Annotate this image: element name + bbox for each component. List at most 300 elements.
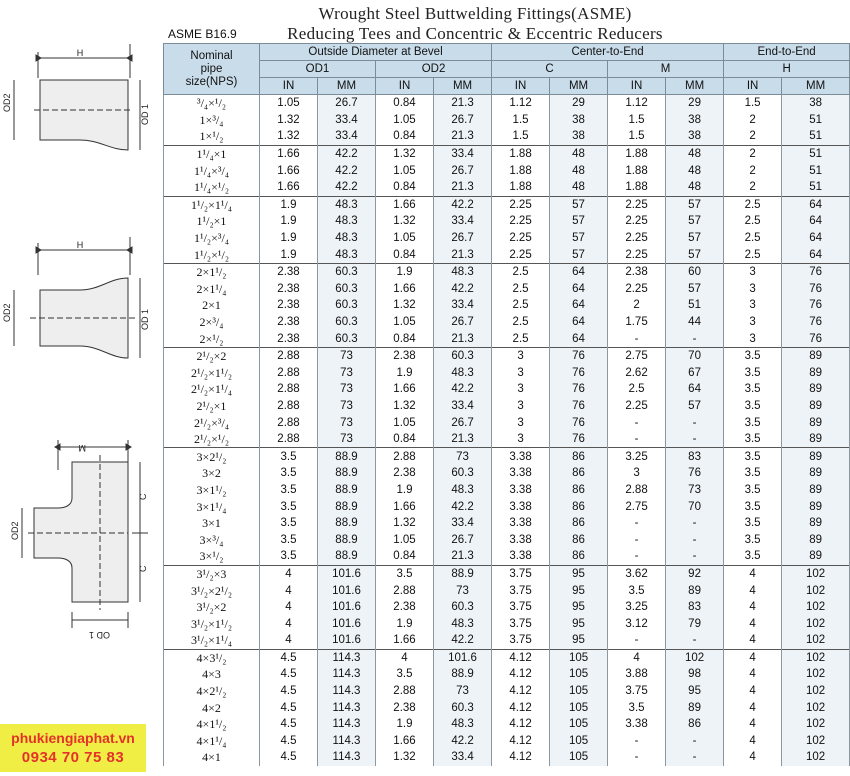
- cell-m-in: 1.88: [608, 162, 666, 179]
- cell-od2-mm: 21.3: [434, 431, 492, 448]
- table-row: [164, 330, 850, 347]
- cell-od1-mm: 48.3: [318, 196, 376, 213]
- cell-m-mm: -: [666, 515, 724, 532]
- cell-h-in: 3.5: [724, 414, 782, 431]
- cell-od1-mm: 101.6: [318, 599, 376, 616]
- cell-h-in: 3.5: [724, 548, 782, 565]
- cell-m-mm: 48: [666, 145, 724, 162]
- cell-od2-in: 1.32: [376, 398, 434, 415]
- cell-od2-mm: 88.9: [434, 565, 492, 582]
- cell-h-in: 3: [724, 263, 782, 280]
- cell-c-mm: 86: [550, 531, 608, 548]
- table-row: [164, 716, 850, 733]
- cell-m-mm: 86: [666, 716, 724, 733]
- cell-od2-in: 1.66: [376, 281, 434, 298]
- cell-nps: 3×2¹/₂: [164, 448, 260, 465]
- cell-nps: 4×1: [164, 749, 260, 766]
- cell-m-in: -: [608, 733, 666, 750]
- cell-nps: 1×¹/₂: [164, 128, 260, 145]
- cell-od2-mm: 33.4: [434, 145, 492, 162]
- cell-c-mm: 86: [550, 548, 608, 565]
- cell-od2-mm: 73: [434, 448, 492, 465]
- cell-c-in: 4.12: [492, 749, 550, 766]
- cell-od1-mm: 48.3: [318, 230, 376, 247]
- label-c-top: C: [138, 493, 148, 500]
- cell-od2-in: 1.05: [376, 112, 434, 129]
- cell-c-in: 3.38: [492, 498, 550, 515]
- cell-od1-in: 1.32: [260, 128, 318, 145]
- cell-od2-in: 1.9: [376, 716, 434, 733]
- cell-m-in: -: [608, 330, 666, 347]
- cell-od2-mm: 21.3: [434, 548, 492, 565]
- cell-od2-mm: 33.4: [434, 749, 492, 766]
- cell-m-mm: 98: [666, 666, 724, 683]
- cell-c-mm: 29: [550, 95, 608, 112]
- cell-m-mm: -: [666, 414, 724, 431]
- cell-od1-mm: 60.3: [318, 297, 376, 314]
- cell-h-in: 4: [724, 649, 782, 666]
- cell-od1-in: 4: [260, 632, 318, 649]
- cell-od1-in: 3.5: [260, 465, 318, 482]
- cell-nps: 3¹/₂×1¹/₂: [164, 615, 260, 632]
- cell-od1-in: 2.38: [260, 330, 318, 347]
- cell-od2-in: 1.05: [376, 162, 434, 179]
- label-od1-3: OD 1: [88, 630, 110, 640]
- cell-od1-mm: 73: [318, 398, 376, 415]
- cell-m-mm: 57: [666, 213, 724, 230]
- cell-od1-in: 1.66: [260, 162, 318, 179]
- cell-c-mm: 76: [550, 431, 608, 448]
- cell-h-mm: 51: [782, 162, 850, 179]
- cell-od2-in: 1.9: [376, 263, 434, 280]
- cell-h-mm: 89: [782, 365, 850, 382]
- cell-m-in: -: [608, 431, 666, 448]
- cell-od1-in: 1.32: [260, 112, 318, 129]
- cell-h-in: 2: [724, 145, 782, 162]
- cell-m-mm: 95: [666, 683, 724, 700]
- cell-m-mm: 89: [666, 582, 724, 599]
- cell-m-mm: -: [666, 733, 724, 750]
- cell-m-mm: 57: [666, 196, 724, 213]
- cell-c-mm: 86: [550, 515, 608, 532]
- cell-c-mm: 38: [550, 112, 608, 129]
- cell-m-mm: -: [666, 749, 724, 766]
- cell-h-mm: 102: [782, 632, 850, 649]
- cell-c-mm: 64: [550, 330, 608, 347]
- table-row: [164, 179, 850, 196]
- cell-od1-mm: 101.6: [318, 632, 376, 649]
- cell-od2-in: 2.88: [376, 448, 434, 465]
- cell-h-mm: 89: [782, 381, 850, 398]
- table-row: [164, 599, 850, 616]
- cell-c-in: 1.5: [492, 128, 550, 145]
- cell-h-in: 2.5: [724, 196, 782, 213]
- cell-c-mm: 105: [550, 683, 608, 700]
- cell-c-in: 2.5: [492, 297, 550, 314]
- cell-od1-mm: 60.3: [318, 281, 376, 298]
- cell-nps: 2¹/₂×1: [164, 398, 260, 415]
- cell-od1-mm: 88.9: [318, 448, 376, 465]
- cell-od2-in: 1.66: [376, 733, 434, 750]
- cell-nps: 2×³/₄: [164, 314, 260, 331]
- table-row: [164, 482, 850, 499]
- cell-c-mm: 48: [550, 179, 608, 196]
- label-od1: OD 1: [140, 103, 150, 125]
- table-row: [164, 565, 850, 582]
- header-mm: MM: [782, 78, 850, 95]
- cell-h-in: 4: [724, 666, 782, 683]
- header-m: M: [608, 61, 724, 78]
- cell-od1-in: 4.5: [260, 683, 318, 700]
- cell-m-in: 2.88: [608, 482, 666, 499]
- table-header: [164, 44, 850, 95]
- cell-od1-in: 1.9: [260, 196, 318, 213]
- cell-m-in: -: [608, 515, 666, 532]
- cell-nps: 2×1¹/₄: [164, 281, 260, 298]
- table-row: [164, 365, 850, 382]
- cell-m-in: 2: [608, 297, 666, 314]
- cell-h-mm: 64: [782, 213, 850, 230]
- label-od2-3: OD2: [10, 521, 20, 540]
- cell-nps: 1¹/₂×1¹/₄: [164, 196, 260, 213]
- cell-od2-in: 1.9: [376, 365, 434, 382]
- header-od1: OD1: [260, 61, 376, 78]
- cell-nps: 3×¹/₂: [164, 548, 260, 565]
- cell-nps: 4×2¹/₂: [164, 683, 260, 700]
- cell-nps: 2¹/₂×1¹/₄: [164, 381, 260, 398]
- cell-h-mm: 89: [782, 398, 850, 415]
- cell-od2-mm: 21.3: [434, 128, 492, 145]
- cell-h-mm: 102: [782, 683, 850, 700]
- cell-od2-mm: 21.3: [434, 246, 492, 263]
- cell-m-in: 2.25: [608, 230, 666, 247]
- table-row: [164, 196, 850, 213]
- cell-h-in: 1.5: [724, 95, 782, 112]
- label-m: M: [78, 443, 86, 453]
- cell-m-in: 2.25: [608, 246, 666, 263]
- table-row: [164, 281, 850, 298]
- cell-c-in: 3.38: [492, 531, 550, 548]
- cell-m-in: -: [608, 531, 666, 548]
- cell-od1-in: 2.38: [260, 314, 318, 331]
- cell-h-in: 3.5: [724, 498, 782, 515]
- cell-c-mm: 76: [550, 347, 608, 364]
- cell-od1-in: 1.05: [260, 95, 318, 112]
- cell-nps: 2×1¹/₂: [164, 263, 260, 280]
- cell-od2-in: 4: [376, 649, 434, 666]
- cell-od1-mm: 48.3: [318, 213, 376, 230]
- table-row: [164, 733, 850, 750]
- table-row: [164, 128, 850, 145]
- cell-h-mm: 38: [782, 95, 850, 112]
- cell-c-in: 3.75: [492, 632, 550, 649]
- cell-od1-mm: 88.9: [318, 531, 376, 548]
- brand-banner: [0, 724, 146, 772]
- cell-od1-mm: 88.9: [318, 548, 376, 565]
- cell-od1-in: 4.5: [260, 733, 318, 750]
- cell-od1-in: 1.9: [260, 230, 318, 247]
- page-title: Wrought Steel Buttwelding Fittings(ASME): [318, 4, 632, 23]
- cell-nps: 4×3: [164, 666, 260, 683]
- cell-m-in: 4: [608, 649, 666, 666]
- cell-nps: 3×³/₄: [164, 531, 260, 548]
- cell-h-mm: 51: [782, 145, 850, 162]
- cell-od2-in: 1.05: [376, 314, 434, 331]
- cell-od1-in: 1.9: [260, 213, 318, 230]
- label-c-bottom: C: [138, 565, 148, 572]
- cell-od2-in: 0.84: [376, 431, 434, 448]
- cell-od1-in: 2.88: [260, 365, 318, 382]
- cell-m-in: 2.75: [608, 498, 666, 515]
- cell-od2-in: 3.5: [376, 565, 434, 582]
- cell-m-mm: -: [666, 531, 724, 548]
- table-row: [164, 548, 850, 565]
- cell-m-in: 3.75: [608, 683, 666, 700]
- cell-h-in: 4: [724, 615, 782, 632]
- cell-nps: 3¹/₂×2: [164, 599, 260, 616]
- cell-nps: 1¹/₄×1: [164, 145, 260, 162]
- cell-od2-in: 1.32: [376, 515, 434, 532]
- cell-od2-mm: 26.7: [434, 531, 492, 548]
- page-subtitle: Reducing Tees and Concentric & Eccentric Reducers: [287, 24, 663, 43]
- cell-od2-mm: 101.6: [434, 649, 492, 666]
- table-row: [164, 699, 850, 716]
- cell-od1-mm: 60.3: [318, 314, 376, 331]
- table-row: [164, 431, 850, 448]
- cell-od2-mm: 21.3: [434, 95, 492, 112]
- cell-od2-mm: 33.4: [434, 398, 492, 415]
- label-od2: OD2: [2, 93, 12, 112]
- table-row: [164, 246, 850, 263]
- cell-h-mm: 89: [782, 448, 850, 465]
- cell-c-in: 3: [492, 431, 550, 448]
- cell-c-mm: 57: [550, 213, 608, 230]
- cell-od1-in: 4.5: [260, 699, 318, 716]
- cell-m-mm: 38: [666, 128, 724, 145]
- cell-od1-in: 3.5: [260, 515, 318, 532]
- cell-od2-in: 0.84: [376, 128, 434, 145]
- eccentric-reducer-diagram: [14, 44, 140, 150]
- cell-c-mm: 64: [550, 314, 608, 331]
- cell-od1-in: 3.5: [260, 498, 318, 515]
- cell-c-in: 4.12: [492, 716, 550, 733]
- cell-h-mm: 102: [782, 599, 850, 616]
- table-body: [164, 95, 850, 766]
- cell-od1-in: 1.9: [260, 246, 318, 263]
- table-row: [164, 297, 850, 314]
- cell-od1-in: 2.38: [260, 281, 318, 298]
- header-c: C: [492, 61, 608, 78]
- cell-nps: 4×3¹/₂: [164, 649, 260, 666]
- header-mm: MM: [550, 78, 608, 95]
- cell-od2-in: 1.32: [376, 145, 434, 162]
- cell-od2-mm: 73: [434, 683, 492, 700]
- cell-h-in: 3: [724, 330, 782, 347]
- table-row: [164, 95, 850, 112]
- cell-od1-in: 2.88: [260, 414, 318, 431]
- table-row: [164, 145, 850, 162]
- cell-m-in: -: [608, 632, 666, 649]
- cell-c-in: 2.5: [492, 281, 550, 298]
- cell-h-in: 4: [724, 716, 782, 733]
- header-end-to-end: End-to-End: [724, 44, 850, 61]
- cell-h-mm: 89: [782, 347, 850, 364]
- cell-m-mm: 57: [666, 230, 724, 247]
- cell-h-in: 3.5: [724, 398, 782, 415]
- cell-c-mm: 86: [550, 498, 608, 515]
- cell-c-in: 2.5: [492, 314, 550, 331]
- cell-c-in: 3.38: [492, 515, 550, 532]
- brand-site: phukiengiaphat.vn: [11, 730, 135, 746]
- cell-c-mm: 95: [550, 599, 608, 616]
- cell-c-in: 3.38: [492, 448, 550, 465]
- cell-od2-mm: 42.2: [434, 281, 492, 298]
- cell-od2-in: 1.66: [376, 381, 434, 398]
- cell-od1-mm: 42.2: [318, 145, 376, 162]
- cell-c-in: 2.25: [492, 246, 550, 263]
- cell-h-in: 2: [724, 162, 782, 179]
- cell-c-in: 1.88: [492, 179, 550, 196]
- cell-h-in: 2.5: [724, 246, 782, 263]
- cell-c-mm: 57: [550, 196, 608, 213]
- cell-od1-in: 3.5: [260, 548, 318, 565]
- cell-c-mm: 105: [550, 666, 608, 683]
- cell-h-in: 4: [724, 749, 782, 766]
- cell-c-mm: 95: [550, 565, 608, 582]
- cell-m-in: 3.25: [608, 448, 666, 465]
- cell-od1-mm: 60.3: [318, 330, 376, 347]
- cell-c-in: 2.5: [492, 263, 550, 280]
- table-row: [164, 162, 850, 179]
- cell-od1-in: 2.38: [260, 263, 318, 280]
- label-h-2: H: [76, 240, 84, 250]
- cell-od1-in: 3.5: [260, 531, 318, 548]
- cell-nps: 4×1¹/₄: [164, 733, 260, 750]
- cell-c-mm: 76: [550, 414, 608, 431]
- cell-h-in: 4: [724, 582, 782, 599]
- cell-od1-mm: 73: [318, 414, 376, 431]
- cell-od2-in: 0.84: [376, 330, 434, 347]
- cell-nps: 4×2: [164, 699, 260, 716]
- cell-od1-mm: 33.4: [318, 128, 376, 145]
- cell-od2-in: 0.84: [376, 246, 434, 263]
- table-row: [164, 666, 850, 683]
- cell-m-mm: 64: [666, 381, 724, 398]
- cell-nps: 2¹/₂×2: [164, 347, 260, 364]
- dimensions-table: [163, 43, 850, 766]
- cell-m-in: 1.12: [608, 95, 666, 112]
- cell-c-mm: 76: [550, 398, 608, 415]
- cell-od1-mm: 114.3: [318, 699, 376, 716]
- cell-od2-mm: 21.3: [434, 179, 492, 196]
- cell-m-mm: -: [666, 548, 724, 565]
- cell-h-in: 4: [724, 632, 782, 649]
- cell-c-mm: 95: [550, 632, 608, 649]
- cell-h-mm: 64: [782, 230, 850, 247]
- cell-m-mm: 83: [666, 448, 724, 465]
- cell-m-mm: 89: [666, 699, 724, 716]
- cell-m-mm: -: [666, 330, 724, 347]
- cell-m-in: 2.25: [608, 196, 666, 213]
- cell-od2-in: 1.05: [376, 414, 434, 431]
- cell-m-mm: 83: [666, 599, 724, 616]
- cell-c-mm: 86: [550, 448, 608, 465]
- cell-od2-mm: 26.7: [434, 162, 492, 179]
- cell-nps: ³/₄×¹/₂: [164, 95, 260, 112]
- cell-m-in: -: [608, 749, 666, 766]
- cell-h-in: 3.5: [724, 515, 782, 532]
- cell-nps: 2¹/₂×¹/₂: [164, 431, 260, 448]
- cell-h-in: 2.5: [724, 230, 782, 247]
- cell-od1-in: 2.88: [260, 381, 318, 398]
- cell-c-mm: 105: [550, 649, 608, 666]
- cell-m-in: 2.5: [608, 381, 666, 398]
- cell-od1-mm: 114.3: [318, 683, 376, 700]
- cell-h-mm: 89: [782, 498, 850, 515]
- header-mm: MM: [666, 78, 724, 95]
- cell-od1-in: 4: [260, 615, 318, 632]
- cell-od2-mm: 48.3: [434, 365, 492, 382]
- cell-nps: 1×³/₄: [164, 112, 260, 129]
- cell-od2-mm: 48.3: [434, 716, 492, 733]
- cell-od1-mm: 114.3: [318, 733, 376, 750]
- cell-m-mm: 48: [666, 179, 724, 196]
- cell-od2-in: 2.38: [376, 599, 434, 616]
- cell-od2-mm: 42.2: [434, 196, 492, 213]
- cell-c-mm: 76: [550, 381, 608, 398]
- table-row: [164, 582, 850, 599]
- cell-h-mm: 64: [782, 246, 850, 263]
- cell-od2-in: 0.84: [376, 95, 434, 112]
- cell-h-in: 3: [724, 314, 782, 331]
- header-center-to-end: Center-to-End: [492, 44, 724, 61]
- cell-od1-in: 2.88: [260, 398, 318, 415]
- cell-m-in: 2.25: [608, 281, 666, 298]
- cell-h-mm: 102: [782, 615, 850, 632]
- cell-od2-in: 1.32: [376, 749, 434, 766]
- cell-od1-mm: 88.9: [318, 465, 376, 482]
- cell-m-mm: 57: [666, 246, 724, 263]
- cell-c-in: 3.75: [492, 582, 550, 599]
- cell-c-mm: 86: [550, 482, 608, 499]
- cell-od2-mm: 42.2: [434, 632, 492, 649]
- cell-h-mm: 51: [782, 112, 850, 129]
- cell-c-in: 1.12: [492, 95, 550, 112]
- cell-od1-mm: 73: [318, 365, 376, 382]
- cell-m-mm: 48: [666, 162, 724, 179]
- cell-m-mm: 92: [666, 565, 724, 582]
- cell-h-in: 3.5: [724, 448, 782, 465]
- cell-od1-in: 1.66: [260, 145, 318, 162]
- cell-od1-mm: 114.3: [318, 649, 376, 666]
- cell-m-in: 2.25: [608, 213, 666, 230]
- label-od1-2: OD 1: [140, 308, 150, 330]
- header-in: IN: [724, 78, 782, 95]
- cell-od2-in: 2.38: [376, 699, 434, 716]
- standard-label: ASME B16.9: [168, 27, 237, 41]
- header-nominal: Nominal pipe size(NPS): [164, 44, 260, 95]
- cell-m-in: -: [608, 548, 666, 565]
- cell-nps: 1¹/₂×³/₄: [164, 230, 260, 247]
- cell-od1-in: 4: [260, 599, 318, 616]
- cell-c-mm: 105: [550, 716, 608, 733]
- cell-h-in: 2: [724, 128, 782, 145]
- cell-od2-mm: 60.3: [434, 699, 492, 716]
- cell-m-mm: 102: [666, 649, 724, 666]
- cell-c-in: 2.25: [492, 196, 550, 213]
- cell-od2-mm: 42.2: [434, 498, 492, 515]
- cell-c-in: 4.12: [492, 733, 550, 750]
